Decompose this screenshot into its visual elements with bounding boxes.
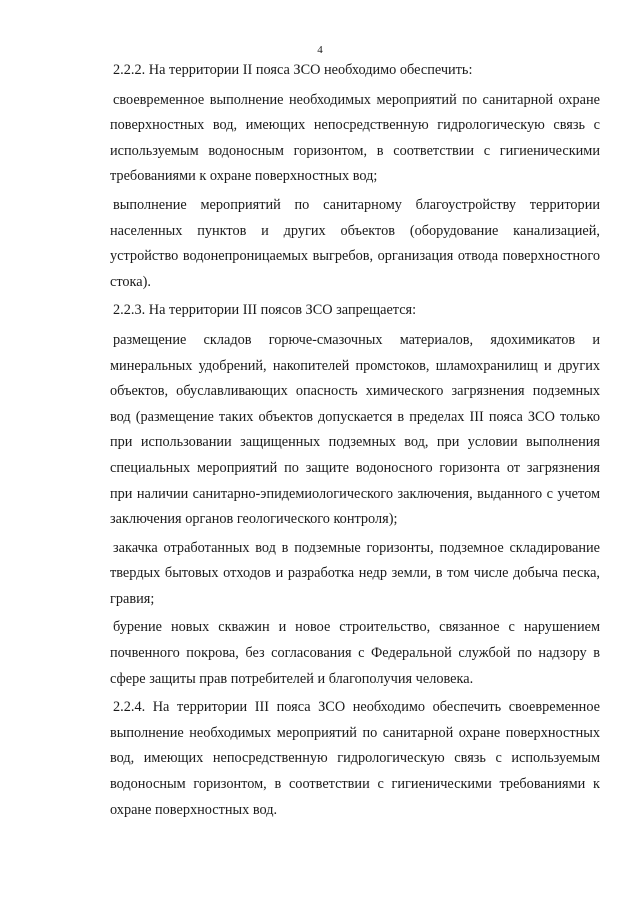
paragraph-2-2-3-b: закачка отработанных вод в подземные горизонты, подземное складирование твердых бытовых отходов и разработка недр земли, в том числе добыча песка, гравия;: [110, 539, 600, 607]
paragraph-2-2-3-a: размещение складов горюче-смазочных материалов, ядохимикатов и минеральных удобрений, накопителей промстоков, шламохранилищ и других объектов, обуславливающих опасность химического загрязнения подземных вод (размещение таких объектов допускается в пределах III пояса ЗСО только при использовании защищенных подземных вод, при условии выполнения специальных мероприятий по защите водоносного горизонта от загрязнения при наличии санитарно-эпидемиологического заключения, выданного с учетом заключения органов геологического контроля);: [110, 331, 600, 528]
document-body: [110, 58, 600, 823]
section-heading-2-2-3: 2.2.3. На территории III поясов ЗСО запрещается:: [113, 302, 417, 319]
page-number: 4: [317, 44, 323, 56]
paragraph-2-2-2-b: выполнение мероприятий по санитарному благоустройству территории населенных пунктов и других объектов (оборудование канализацией, устройство водонепроницаемых выгребов, организация отвода поверхностного стока).: [110, 196, 600, 290]
section-heading-2-2-4: 2.2.4. На территории III пояса ЗСО необходимо обеспечить своевременное выполнение необходимых мероприятий по санитарной охране поверхностных вод, имеющих непосредственную гидрологическую связь с используемым водоносным горизонтом, в соответствии с гигиеническими требованиями к охране поверхностных вод.: [110, 699, 600, 818]
paragraph-2-2-3-c: бурение новых скважин и новое строительство, связанное с нарушением почвенного покрова, без согласования с Федеральной службой по надзору в сфере защиты прав потребителей и благополучия человека.: [110, 619, 600, 687]
paragraph-2-2-2-a: своевременное выполнение необходимых мероприятий по санитарной охране поверхностных вод, имеющих непосредственную гидрологическую связь с используемым водоносным горизонтом, в соответствии с гигиеническими требованиями к охране поверхностных вод;: [110, 91, 600, 185]
section-heading-2-2-2: 2.2.2. На территории II пояса ЗСО необходимо обеспечить:: [113, 62, 473, 78]
